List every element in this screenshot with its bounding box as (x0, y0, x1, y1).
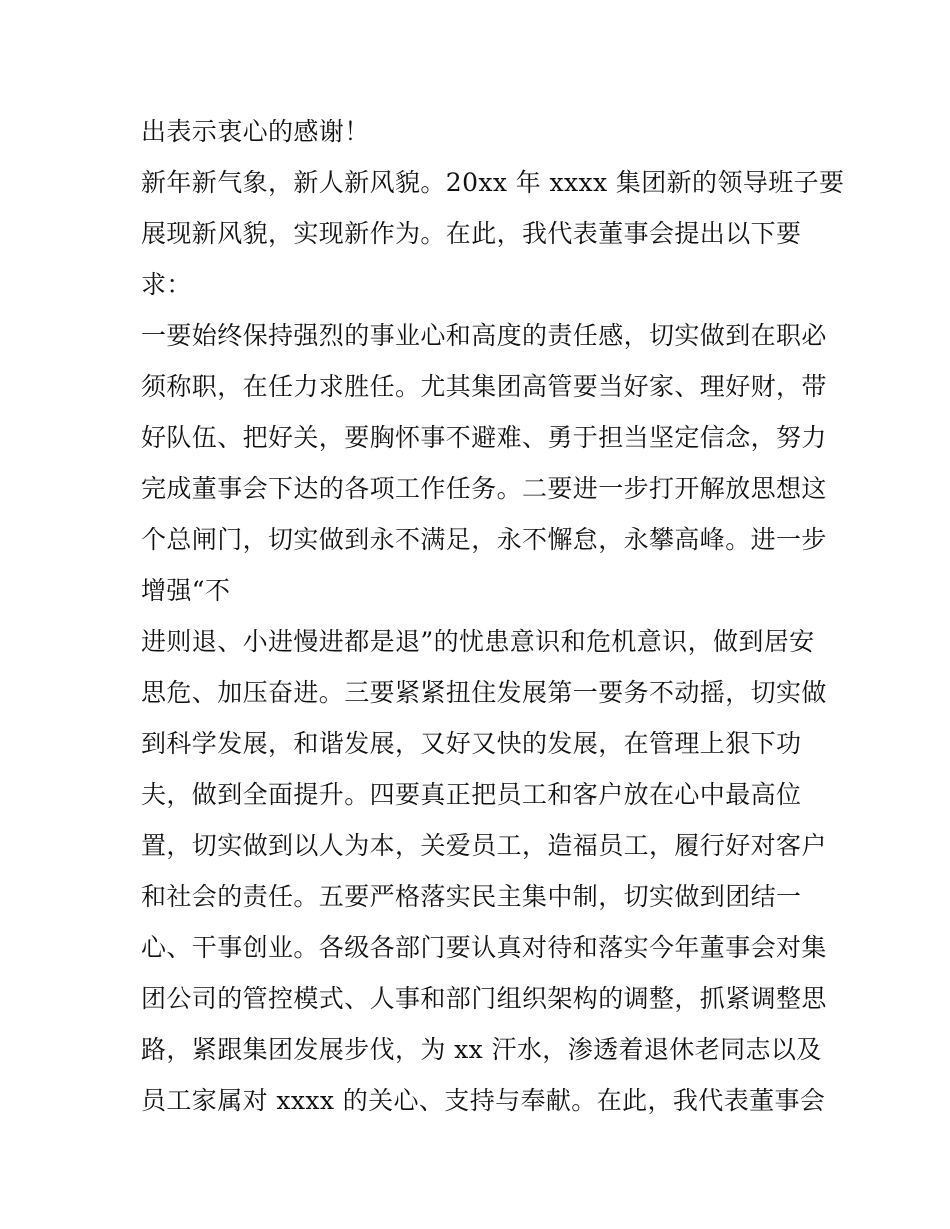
text-line: 夫，做到全面提升。四要真正把员工和客户放在心中最高位 (141, 780, 802, 809)
text-line: 完成董事会下达的各项工作任务。二要进一步打开解放思想这 (141, 474, 827, 503)
text-line: 出表示衷心的感谢！ (141, 117, 370, 146)
text-line: 展现新风貌，实现新作为。在此，我代表董事会提出以下要 (141, 219, 802, 248)
text-line: 一要始终保持强烈的事业心和高度的责任感，切实做到在职必 (141, 321, 827, 350)
body-text (141, 106, 845, 1126)
text-line: 求： (141, 270, 192, 299)
text-line: 须称职，在任力求胜任。尤其集团高管要当好家、理好财，带 (141, 372, 827, 401)
text-line: 增强“不 (141, 576, 231, 605)
text-line: 进则退、小进慢进都是退”的忧患意识和危机意识，做到居安 (141, 627, 815, 656)
text-line: 置，切实做到以人为本，关爱员工，造福员工，履行好对客户 (141, 831, 827, 860)
text-line: 团公司的管控模式、人事和部门组织架构的调整，抓紧调整思 (141, 984, 827, 1013)
text-line: 新年新气象，新人新风貌。20xx 年 xxxx 集团新的领导班子要 (141, 168, 845, 197)
text-line: 路，紧跟集团发展步伐，为 xx 汗水，渗透着退休老同志以及 (141, 1035, 822, 1064)
text-line: 心、干事创业。各级各部门要认真对待和落实今年董事会对集 (141, 933, 827, 962)
text-line: 到科学发展，和谐发展，又好又快的发展，在管理上狠下功 (141, 729, 802, 758)
text-line: 员工家属对 xxxx 的关心、支持与奉献。在此，我代表董事会 (141, 1086, 826, 1115)
text-line: 好队伍、把好关，要胸怀事不避难、勇于担当坚定信念，努力 (141, 423, 827, 452)
text-line: 个总闸门，切实做到永不满足，永不懈怠，永攀高峰。进一步 (141, 525, 827, 554)
text-line: 和社会的责任。五要严格落实民主集中制，切实做到团结一 (141, 882, 802, 911)
text-line: 思危、加压奋进。三要紧紧扭住发展第一要务不动摇，切实做 (141, 678, 827, 707)
